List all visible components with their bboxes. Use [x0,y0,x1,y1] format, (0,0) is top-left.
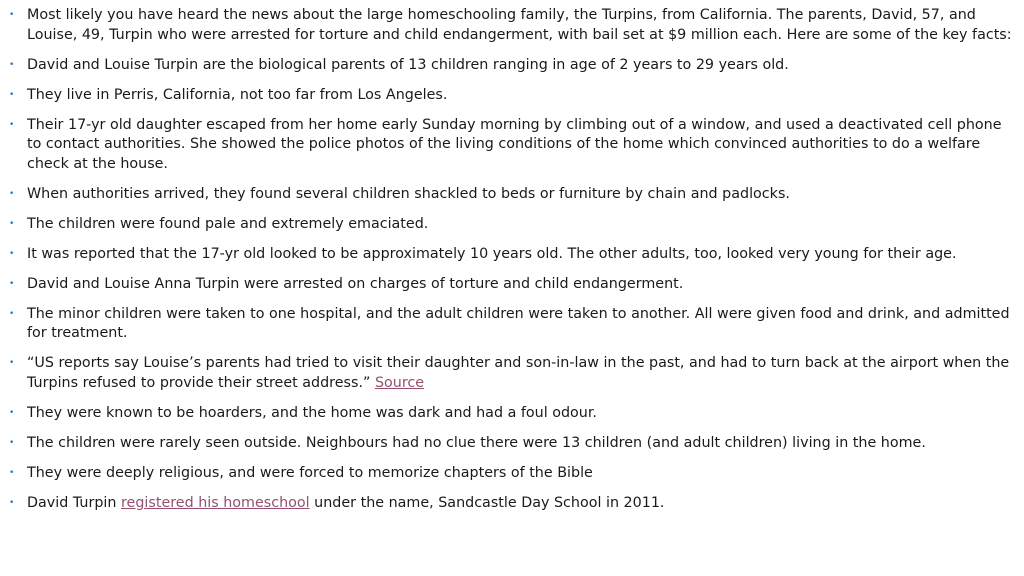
list-item [9,354,1013,393]
bullet-text: They live in Perris, California, not too far from Los Angeles. [27,86,448,103]
bullet-text: David and Louise Turpin are the biological parents of 13 children ranging in age of 2 years to 29 years old. [27,56,789,73]
bullet-text: They were known to be hoarders, and the home was dark and had a foul odour. [27,404,597,421]
bullet-text: It was reported that the 17-yr old looked to be approximately 10 years old. The other adults, too, looked very young for their age. [27,245,957,262]
list-item [9,434,1013,454]
bullet-icon: • [9,248,15,259]
source-link[interactable]: Source [374,374,425,391]
bullet-icon: • [9,437,15,448]
bullet-icon: • [9,218,15,229]
bullet-icon: • [9,89,15,100]
bullet-text: Most likely you have heard the news about the large homeschooling family, the Turpins, from California. The parents, David, 57, and Louise, 49, Turpin who were arrested for torture and child endangerment, with bail set at $9 million each. Here are some of the key facts: [27,7,1012,43]
list-item [9,275,1013,295]
bullet-icon: • [9,467,15,478]
bullet-text: “US reports say Louise’s parents had tried to visit their daughter and son-in-law in the past, and had to turn back at the airport when the Turpins refused to provide their street address.” [27,355,1010,391]
bullet-list [9,6,1013,524]
bullet-text: The children were found pale and extremely emaciated. [27,215,429,232]
list-item [9,215,1013,235]
list-item [9,245,1013,265]
bullet-icon: • [9,59,15,70]
bullet-text-before: David Turpin [27,494,117,511]
bullet-icon: • [9,358,15,369]
bullet-icon: • [9,10,15,20]
list-item [9,86,1013,106]
list-item [9,305,1013,344]
list-item [9,464,1013,484]
list-item [9,116,1013,175]
bullet-text-after: under the name, Sandcastle Day School in 2011. [314,494,665,511]
registered-homeschool-link[interactable]: registered his homeschool [120,494,310,511]
bullet-icon: • [9,119,15,130]
bullet-icon: • [9,278,15,289]
bullet-icon: • [9,407,15,418]
bullet-text: They were deeply religious, and were forced to memorize chapters of the Bible [27,464,593,481]
bullet-text: When authorities arrived, they found several children shackled to beds or furniture by chain and padlocks. [27,185,790,202]
list-item [9,56,1013,76]
list-item [9,404,1013,424]
bullet-text: The minor children were taken to one hospital, and the adult children were taken to another. All were given food and drink, and admitted for treatment. [27,305,1010,342]
bullet-icon: • [9,308,15,319]
list-item [9,6,1013,45]
bullet-text: David and Louise Anna Turpin were arrested on charges of torture and child endangerment. [27,275,684,292]
bullet-text: The children were rarely seen outside. Neighbours had no clue there were 13 children (and adult children) living in the home. [27,434,926,451]
bullet-icon: • [9,497,15,508]
bullet-icon: • [9,188,15,199]
bullet-text: Their 17-yr old daughter escaped from her home early Sunday morning by climbing out of a window, and used a deactivated cell phone to contact authorities. She showed the police photos of the living conditions of the home which convinced authorities to do a welfare check at the house. [27,116,1002,172]
list-item [9,185,1013,205]
list-item [9,494,1013,514]
